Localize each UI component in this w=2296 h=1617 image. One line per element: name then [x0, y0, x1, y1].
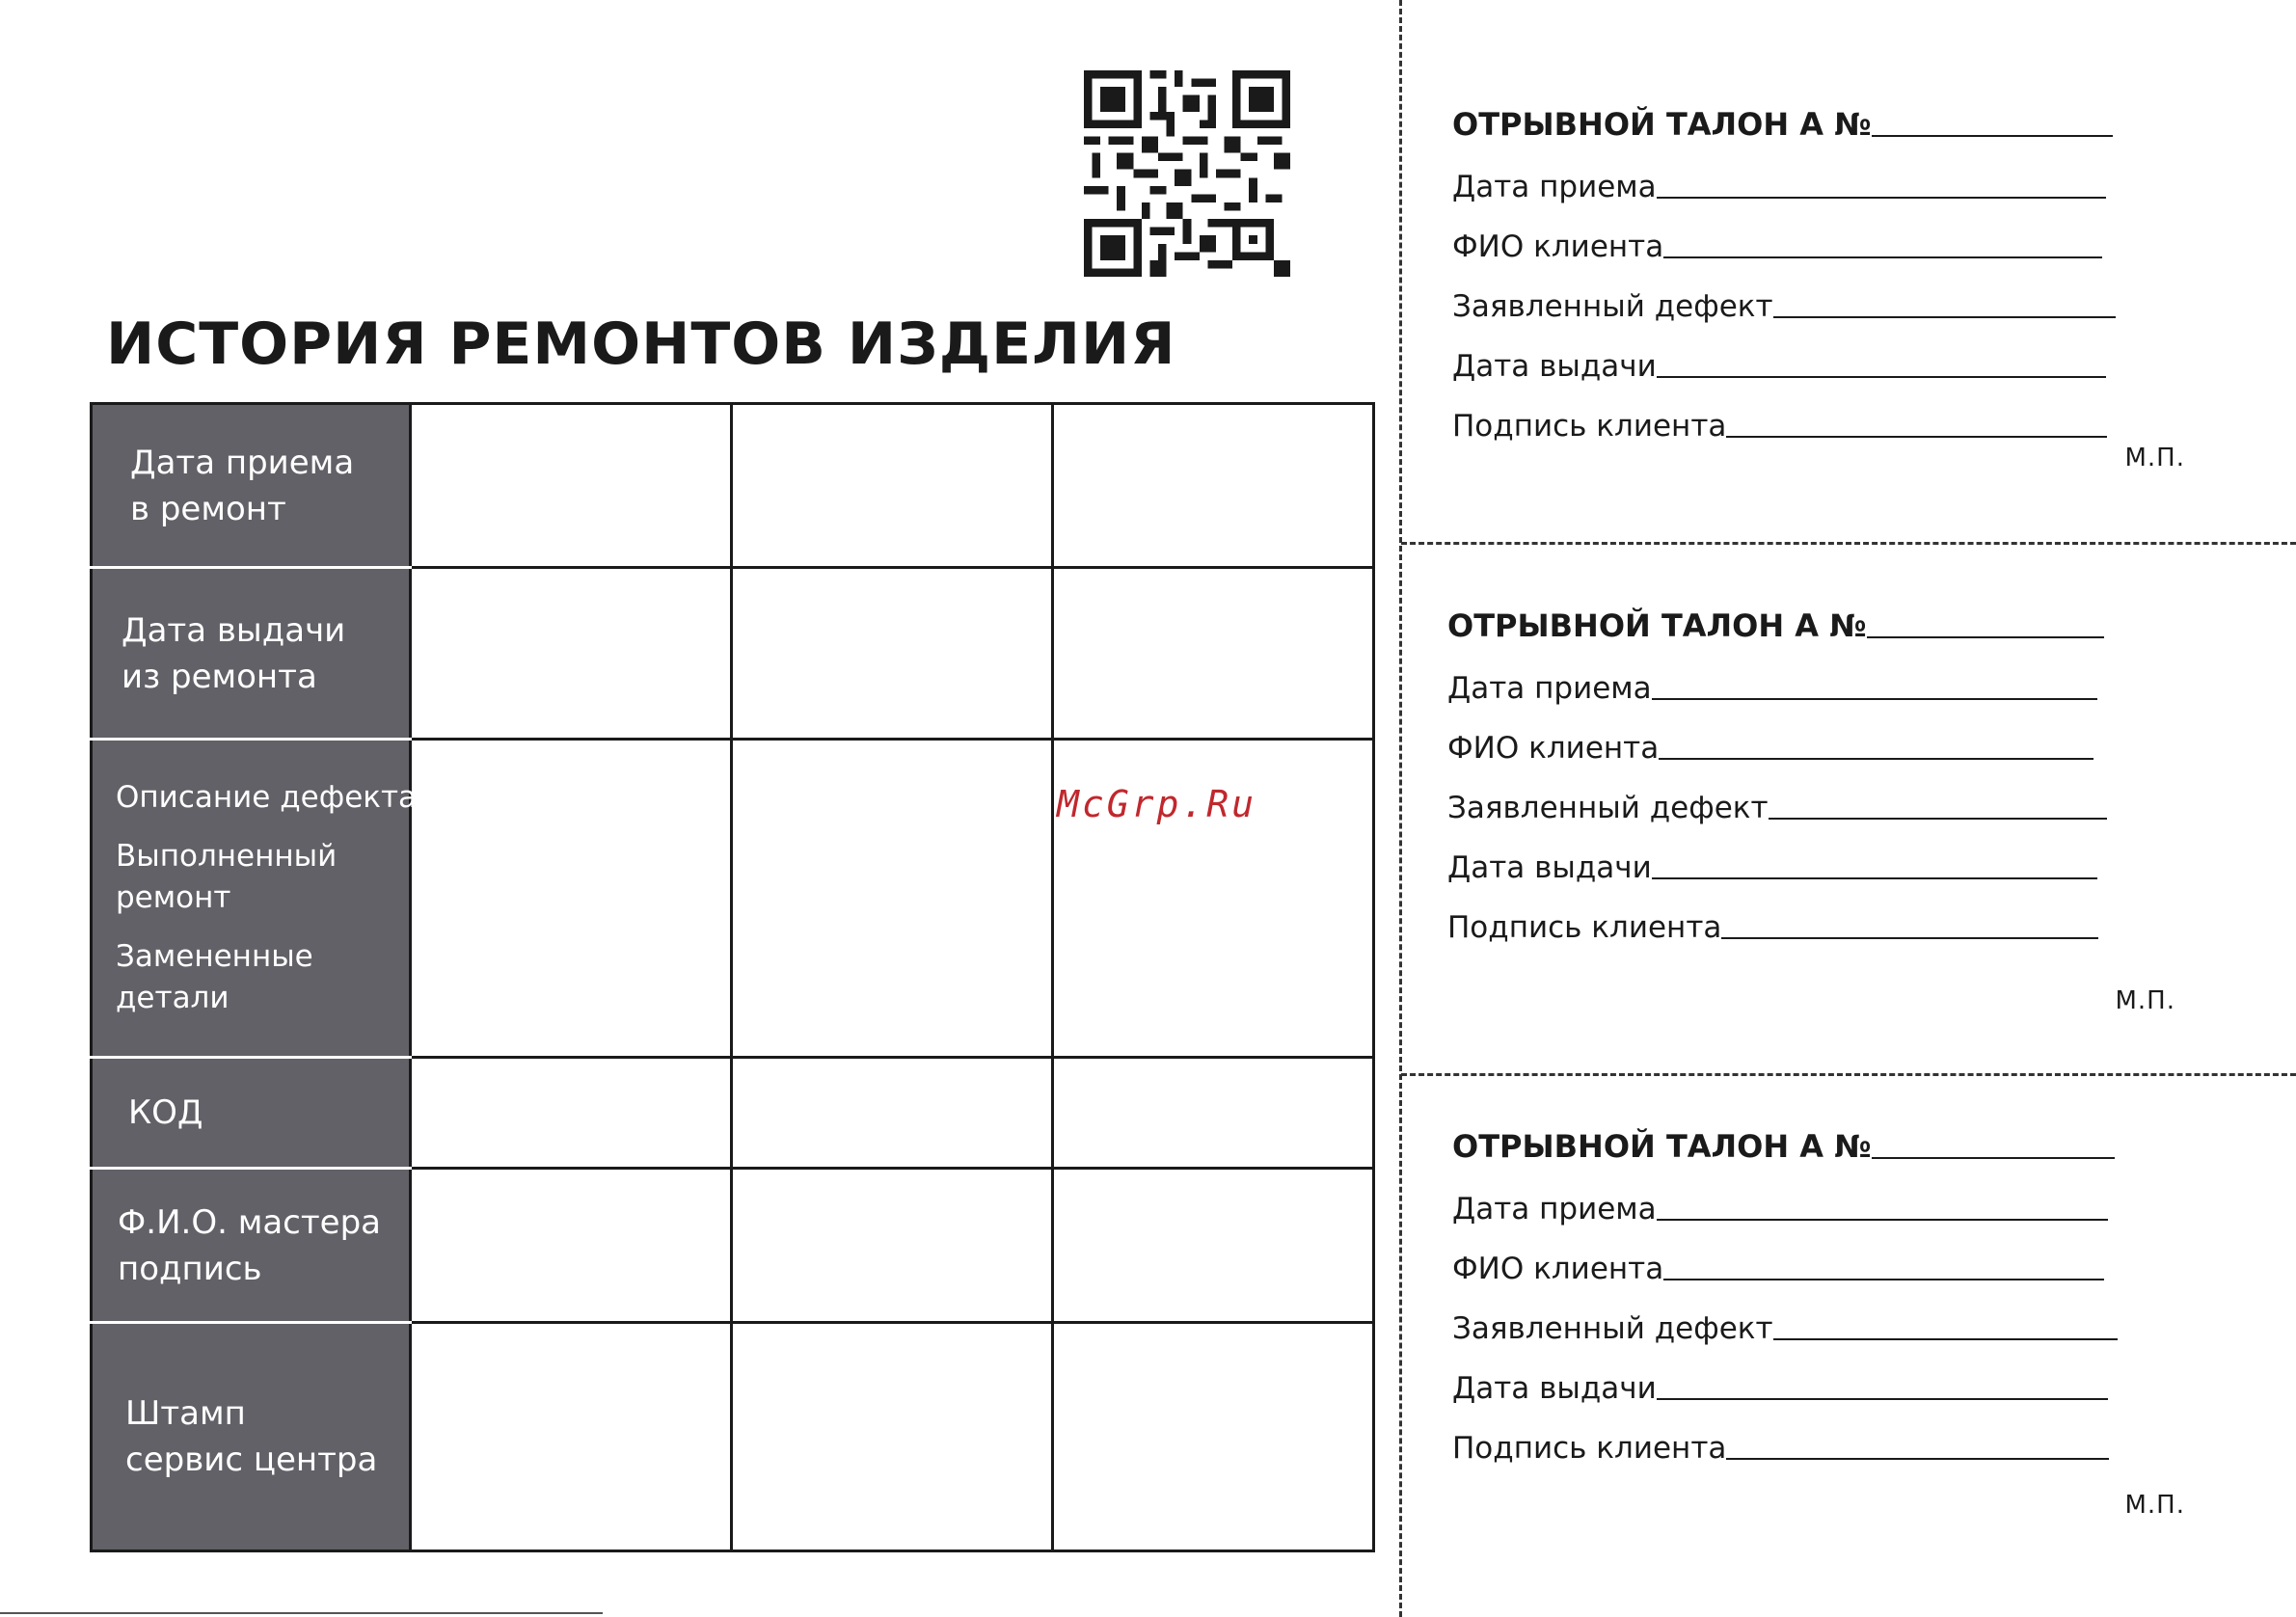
coupon-title: ОТРЫВНОЙ ТАЛОН А № [1447, 606, 2180, 644]
field-line[interactable] [1657, 1219, 2108, 1221]
field-line[interactable] [1652, 698, 2097, 700]
coupon-field-client-name: ФИО клиента [1452, 1246, 2185, 1286]
table-cell[interactable] [732, 1323, 1053, 1551]
table-cell[interactable] [732, 740, 1053, 1058]
stamp-place-label: М.П. [2124, 444, 2185, 472]
coupon-field-date-received: Дата приема [1447, 665, 2180, 706]
cut-line-horizontal [1401, 1073, 2296, 1076]
coupon-field-date-received: Дата приема [1452, 1186, 2185, 1226]
coupon-field-client-signature: Подпись клиента [1452, 403, 2185, 444]
table-row [92, 1169, 1374, 1323]
repair-history-table [90, 402, 1375, 1552]
tear-off-coupon [1447, 606, 2180, 1030]
coupon-number-line[interactable] [1872, 135, 2113, 137]
coupon-title: ОТРЫВНОЙ ТАЛОН А № [1452, 104, 2185, 143]
page-title: ИСТОРИЯ РЕМОНТОВ ИЗДЕЛИЯ [106, 310, 1176, 378]
qr-code [1084, 70, 1290, 277]
coupon-field-date-issued: Дата выдачи [1447, 845, 2180, 885]
field-line[interactable] [1773, 316, 2116, 318]
coupon-field-defect: Заявленный дефект [1452, 283, 2185, 324]
row-header-date-issued: Дата выдачи из ремонта [92, 568, 411, 740]
parts-label: Замененные детали [116, 939, 313, 1015]
row-header-date-received: Дата приема в ремонт [92, 404, 411, 568]
watermark: McGrp.Ru [1057, 783, 1257, 825]
table-cell[interactable] [1053, 404, 1374, 568]
table-row [92, 568, 1374, 740]
coupon-field-client-name: ФИО клиента [1447, 725, 2180, 766]
table-cell[interactable] [1053, 1169, 1374, 1323]
table-row [92, 404, 1374, 568]
field-line[interactable] [1773, 1338, 2118, 1340]
cut-line-horizontal [1401, 542, 2296, 545]
row-header-master: Ф.И.О. мастера подпись [92, 1169, 411, 1323]
table-cell[interactable] [411, 568, 732, 740]
row-header-defect-repair-parts [92, 740, 418, 1058]
stamp-place-label: М.П. [2115, 986, 2175, 1015]
field-line[interactable] [1769, 818, 2107, 820]
table-cell[interactable] [411, 740, 732, 1058]
field-line[interactable] [1652, 877, 2097, 879]
table-cell[interactable] [732, 1169, 1053, 1323]
coupon-field-client-name: ФИО клиента [1452, 224, 2185, 264]
row-header-stamp: Штамп сервис центра [92, 1323, 411, 1551]
coupon-field-client-signature: Подпись клиента [1447, 904, 2180, 945]
coupon-field-date-issued: Дата выдачи [1452, 343, 2185, 384]
field-line[interactable] [1726, 1458, 2109, 1460]
field-line[interactable] [1657, 197, 2106, 199]
field-line[interactable] [1663, 1279, 2104, 1280]
field-line[interactable] [1726, 436, 2107, 438]
bottom-rule [0, 1612, 603, 1614]
coupon-number-line[interactable] [1867, 636, 2104, 638]
table-cell[interactable] [732, 1058, 1053, 1169]
stamp-place-label: М.П. [2124, 1491, 2185, 1520]
table-row [92, 1323, 1374, 1551]
repair-label: Выполненный ремонт [116, 839, 338, 915]
table-row [92, 1058, 1374, 1169]
table-cell[interactable] [732, 568, 1053, 740]
coupon-field-defect: Заявленный дефект [1452, 1306, 2185, 1346]
coupon-field-date-received: Дата приема [1452, 164, 2185, 204]
table-cell[interactable] [411, 404, 732, 568]
coupon-field-defect: Заявленный дефект [1447, 785, 2180, 825]
table-cell[interactable] [411, 1323, 732, 1551]
cut-line-vertical [1399, 0, 1402, 1617]
table-cell[interactable] [732, 404, 1053, 568]
table-cell[interactable] [1053, 1323, 1374, 1551]
table-cell[interactable] [411, 1058, 732, 1169]
field-line[interactable] [1659, 758, 2093, 760]
field-line[interactable] [1663, 256, 2102, 258]
defect-label: Описание дефекта [116, 780, 418, 815]
tear-off-coupon [1452, 1126, 2185, 1531]
coupon-field-date-issued: Дата выдачи [1452, 1365, 2185, 1406]
coupon-number-line[interactable] [1872, 1157, 2115, 1159]
field-line[interactable] [1657, 376, 2106, 378]
tear-off-coupon [1452, 104, 2185, 480]
table-cell[interactable] [1053, 568, 1374, 740]
row-header-code: КОД [92, 1058, 411, 1169]
table-cell[interactable] [411, 1169, 732, 1323]
coupon-field-client-signature: Подпись клиента [1452, 1425, 2185, 1466]
table-cell[interactable] [1053, 1058, 1374, 1169]
field-line[interactable] [1721, 937, 2098, 939]
coupon-title: ОТРЫВНОЙ ТАЛОН А № [1452, 1126, 2185, 1165]
field-line[interactable] [1657, 1398, 2108, 1400]
